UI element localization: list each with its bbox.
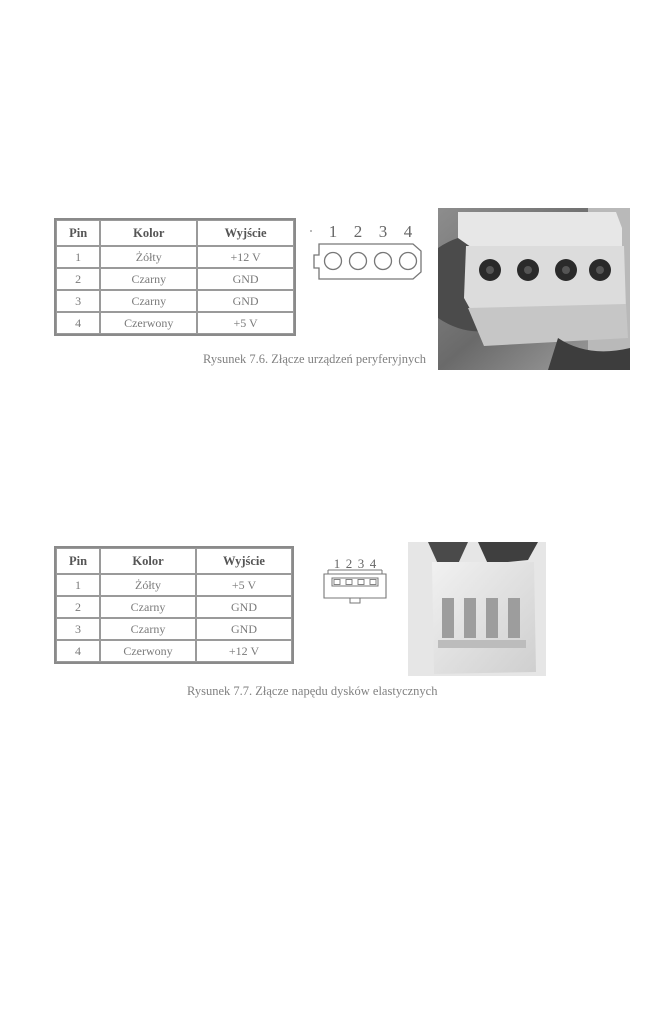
cell-kolor: Czarny [100, 618, 196, 640]
pin-label: 3 [378, 222, 388, 241]
cell-wyjscie: GND [196, 596, 292, 618]
cell-kolor: Czarny [100, 596, 196, 618]
cell-kolor: Czerwony [100, 312, 197, 334]
cell-kolor: Żółty [100, 574, 196, 596]
cell-pin: 1 [56, 574, 100, 596]
cell-wyjscie: GND [197, 290, 294, 312]
cell-wyjscie: +5 V [196, 574, 292, 596]
table-row [56, 640, 292, 662]
header-pin: Pin [56, 548, 100, 574]
cell-wyjscie: GND [197, 268, 294, 290]
header-wyjscie: Wyjście [196, 548, 292, 574]
table-row [56, 574, 292, 596]
pin-label: 2 [345, 556, 353, 571]
cell-kolor: Żółty [100, 246, 197, 268]
cell-wyjscie: +12 V [196, 640, 292, 662]
table-row [56, 596, 292, 618]
cell-pin: 3 [56, 618, 100, 640]
pin-label: 1 [328, 222, 338, 241]
figure-caption: Rysunek 7.7. Złącze napędu dysków elastycznych [187, 684, 438, 698]
cell-kolor: Czerwony [100, 640, 196, 662]
pinout-table [54, 218, 296, 336]
figure-caption: Rysunek 7.6. Złącze urządzeń peryferyjnych [203, 352, 427, 366]
table-row [56, 618, 292, 640]
header-kolor: Kolor [100, 548, 196, 574]
molex-connector-photo [438, 208, 630, 370]
cell-pin: 4 [56, 312, 100, 334]
table-header-row [56, 220, 294, 246]
cell-pin: 4 [56, 640, 100, 662]
table-row [56, 268, 294, 290]
floppy-connector-diagram [316, 550, 396, 610]
table-row [56, 290, 294, 312]
figure-7-6 [0, 208, 670, 378]
table-row [56, 246, 294, 268]
cell-kolor: Czarny [100, 268, 197, 290]
figure-7-7 [0, 540, 670, 710]
header-kolor: Kolor [100, 220, 197, 246]
cell-pin: 1 [56, 246, 100, 268]
molex-connector-diagram [305, 218, 430, 288]
cell-kolor: Czarny [100, 290, 197, 312]
pinout-table [54, 546, 294, 664]
cell-wyjscie: GND [196, 618, 292, 640]
cell-pin: 2 [56, 596, 100, 618]
cell-pin: 2 [56, 268, 100, 290]
header-pin: Pin [56, 220, 100, 246]
pin-label: 2 [353, 222, 363, 241]
table-row [56, 312, 294, 334]
floppy-connector-photo [408, 542, 546, 676]
cell-pin: 3 [56, 290, 100, 312]
pin-label: 4 [403, 222, 413, 241]
table-header-row [56, 548, 292, 574]
pin-label: 3 [357, 556, 365, 571]
cell-wyjscie: +5 V [197, 312, 294, 334]
pin-label: 1 [333, 556, 341, 571]
header-wyjscie: Wyjście [197, 220, 294, 246]
pin-label: 4 [369, 556, 377, 571]
cell-wyjscie: +12 V [197, 246, 294, 268]
